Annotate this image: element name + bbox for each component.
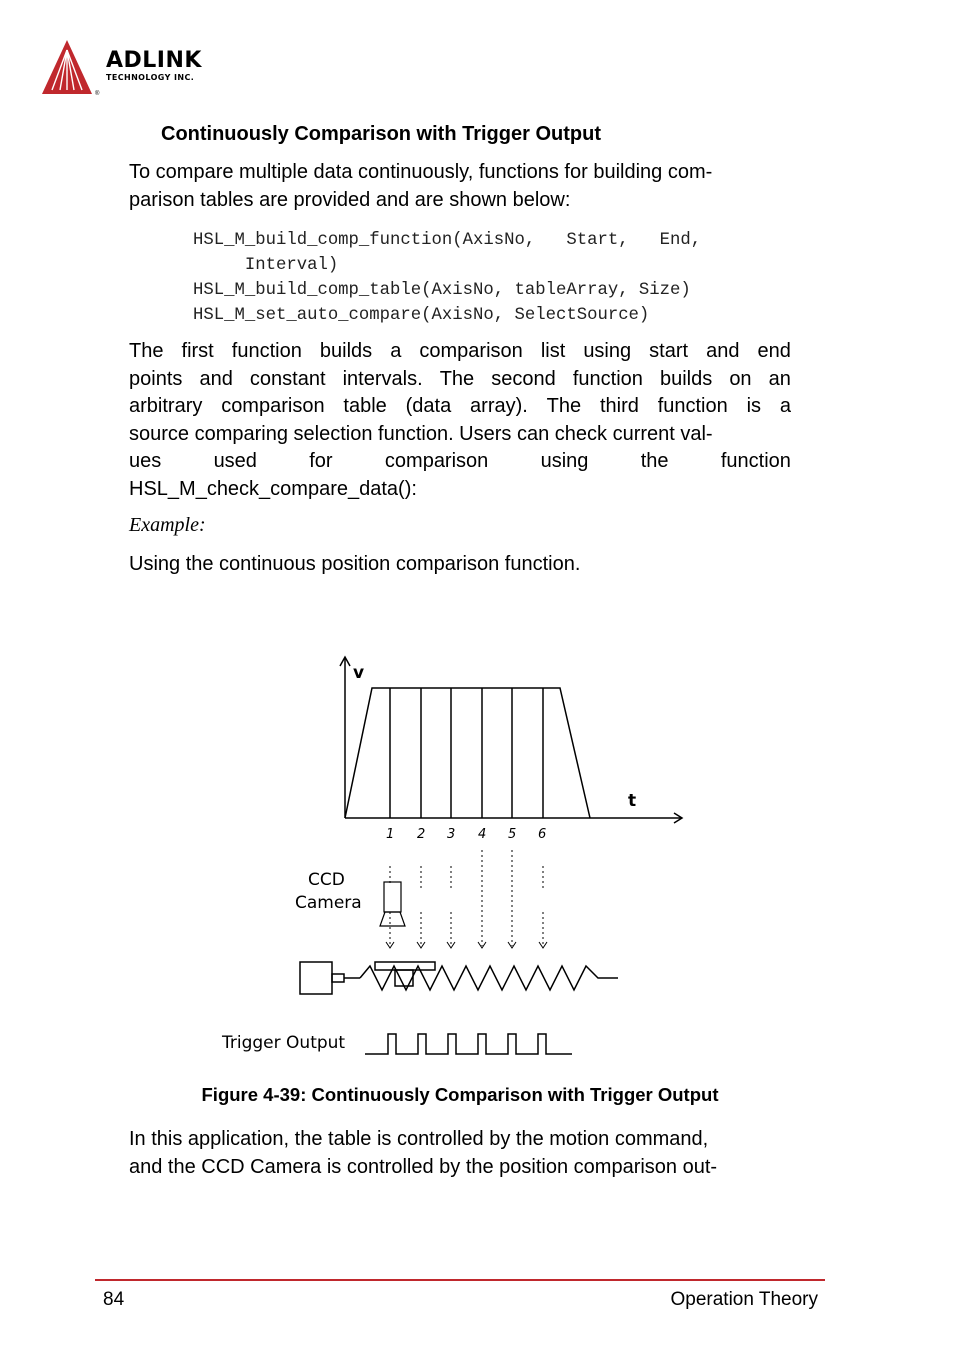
brand-subtitle: TECHNOLOGY INC. xyxy=(106,73,195,82)
word: table xyxy=(343,395,387,417)
camera-label-line2: Camera xyxy=(295,893,362,913)
motor-table-icon xyxy=(300,962,618,994)
example-text: Using the continuous position comparison function. xyxy=(129,553,581,575)
intro-paragraph xyxy=(129,159,791,214)
brand-name: ADLINK xyxy=(106,48,202,73)
tick-label: 4 xyxy=(478,827,487,842)
intro-line: parison tables are provided and are shown below: xyxy=(129,188,571,211)
word: function xyxy=(231,340,302,362)
word: using xyxy=(583,340,632,362)
code-block xyxy=(193,228,701,328)
word: on xyxy=(729,367,752,390)
word: array). xyxy=(470,395,528,417)
word: end xyxy=(757,340,791,362)
word: for xyxy=(309,450,333,472)
word: using xyxy=(540,450,589,472)
comparison-diagram xyxy=(210,640,710,1060)
word: comparison xyxy=(384,450,489,472)
tick-label: 1 xyxy=(386,827,395,842)
word: (data xyxy=(405,395,452,417)
word: constant xyxy=(249,367,326,390)
word: the xyxy=(640,450,669,472)
trigger-output-label: Trigger Output xyxy=(222,1033,346,1053)
code-line: HSL_M_build_comp_table(AxisNo, tableArray, Size) xyxy=(193,281,691,300)
word: The xyxy=(546,395,582,417)
section-heading: Continuously Comparison with Trigger Output xyxy=(161,123,601,145)
footer-section-title: Operation Theory xyxy=(670,1289,818,1310)
footer-rule xyxy=(95,1279,825,1281)
word: function xyxy=(720,450,791,472)
tick-label: 6 xyxy=(538,827,547,842)
intro-line: To compare multiple data continuously, functions for building com- xyxy=(129,161,713,183)
axis-t-label: t xyxy=(628,791,637,811)
description-line xyxy=(129,366,791,394)
word: builds xyxy=(659,367,713,390)
word: The xyxy=(439,367,475,390)
word: ues xyxy=(129,450,162,472)
ccd-camera-icon xyxy=(380,882,405,926)
word: arbitrary xyxy=(129,395,203,417)
example-label: Example: xyxy=(129,514,206,536)
closing-paragraph xyxy=(129,1126,791,1181)
description-line: source comparing selection function. Users can check current val- xyxy=(129,422,713,445)
word: intervals. xyxy=(342,367,423,390)
word: used xyxy=(213,450,257,472)
registered-mark: ® xyxy=(95,91,100,97)
axis-v-label: v xyxy=(353,663,365,683)
closing-line: and the CCD Camera is controlled by the position comparison out- xyxy=(129,1155,718,1178)
code-line: Interval) xyxy=(193,256,339,275)
word: first xyxy=(181,340,214,362)
trigger-pulse-train xyxy=(365,1034,572,1054)
adlink-logo xyxy=(42,38,242,100)
closing-line: In this application, the table is controlled by the motion command, xyxy=(129,1128,709,1150)
description-line: HSL_M_check_compare_data(): xyxy=(129,477,417,500)
tick-label: 2 xyxy=(417,827,426,842)
description-line xyxy=(129,338,791,366)
word: a xyxy=(779,395,791,417)
tick-label: 3 xyxy=(447,827,456,842)
word: and xyxy=(706,340,740,362)
code-line: HSL_M_set_auto_compare(AxisNo, SelectSource) xyxy=(193,306,650,325)
word: function xyxy=(657,395,728,417)
word: list xyxy=(540,340,566,362)
word: points xyxy=(129,367,183,390)
tick-label: 5 xyxy=(508,827,517,842)
word: function xyxy=(572,367,643,390)
word: and xyxy=(199,367,233,390)
word: builds xyxy=(319,340,373,362)
description-paragraph xyxy=(129,338,791,503)
velocity-profile xyxy=(345,688,590,818)
word: The xyxy=(129,340,164,362)
page-number: 84 xyxy=(103,1289,125,1310)
figure-caption: Figure 4-39: Continuously Comparison with Trigger Output xyxy=(201,1084,719,1105)
camera-label-line1: CCD xyxy=(308,870,345,890)
word: comparison xyxy=(221,395,325,417)
word: comparison xyxy=(419,340,523,362)
word: second xyxy=(491,367,556,390)
description-line xyxy=(129,393,791,421)
word: is xyxy=(746,395,762,417)
word: third xyxy=(599,395,639,417)
word: an xyxy=(768,367,791,390)
word: a xyxy=(390,340,402,362)
code-line: HSL_M_build_comp_function(AxisNo, Start, End, xyxy=(193,231,702,250)
word: start xyxy=(649,340,689,362)
description-line-spread xyxy=(129,448,791,476)
